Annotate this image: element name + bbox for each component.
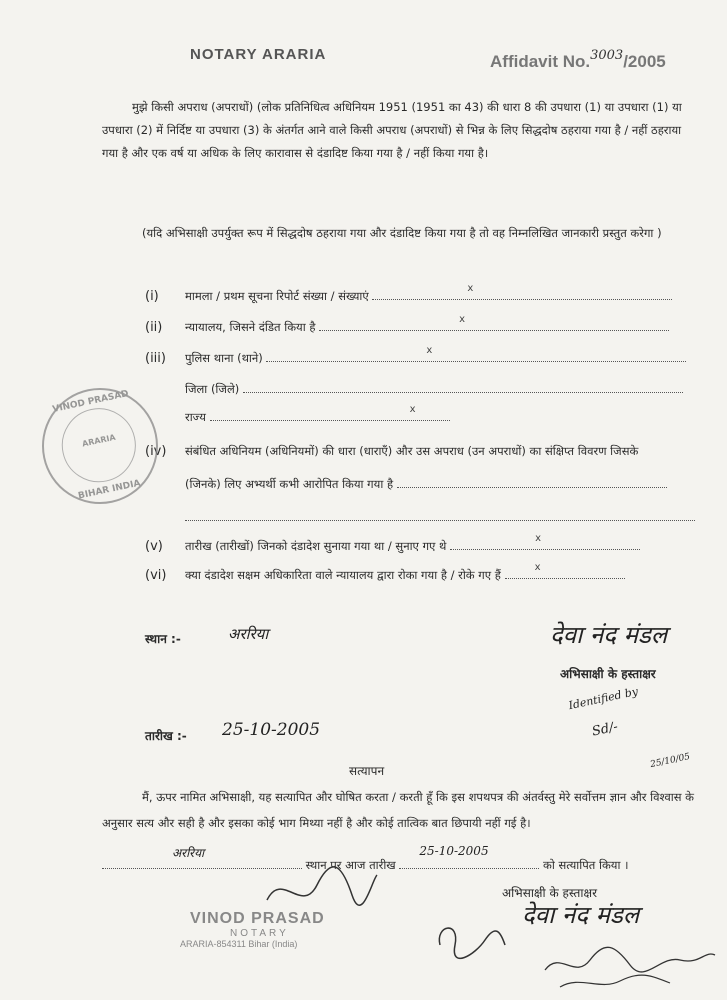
notary-title: NOTARY ARARIA (190, 46, 327, 63)
condition-paragraph: (यदि अभिसाक्षी उपर्युक्त रूप में सिद्धदोष ठहराया गया और दंडादिष्ट किया गया है तो वह निम्नलिखित जानकारी प्रस्तुत करेगा ) (142, 226, 662, 240)
affidavit-year: /2005 (623, 52, 666, 71)
deponent-signature: देवा नंद मंडल (550, 621, 668, 649)
verification-title: सत्यापन (349, 764, 385, 778)
notary-signature (262, 860, 382, 920)
affidavit-label: Affidavit No. (490, 52, 591, 71)
district-line (243, 380, 683, 393)
bottom-signature-label: अभिसाक्षी के हस्ताक्षर (502, 886, 597, 900)
affidavit-number (490, 48, 666, 72)
item-vi: (vi) क्या दंडादेश सक्षम अधिकारिता वाले न्यायालय द्वारा रोका गया है / रोके गए हैं x (145, 566, 625, 583)
item-i-line: x (372, 287, 672, 300)
identifier-signature (540, 925, 720, 995)
verification-text: मैं, ऊपर नामित अभिसाक्षी, यह सत्यापित और घोषित करता / करती हूँ कि इस शपथपत्र की अंतर्वस्तु मेरे सर्वोत्तम ज्ञान और विश्वास के अनुसार सत्य और सही है और इसका कोई भाग मिथ्या नहीं है और कोई तात्विक बात छिपायी नहीं गई है। (102, 790, 694, 830)
side-note-1: Identified by (567, 684, 640, 713)
round-stamp: VINOD PRASAD ARARIA BIHAR INDIA (31, 377, 169, 515)
item-i: (i) मामला / प्रथम सूचना रिपोर्ट संख्या / संख्याएं x (145, 287, 672, 304)
intro-paragraph: मुझे किसी अपराध (अपराधों) (लोक प्रतिनिधित्व अधिनियम 1951 (1951 का 43) की धारा 8 की उपधारा (1) या उपधारा (1) या उपधारा (2) में निर्दिष्ट या उपधारा (3) के अंतर्गत आने वाले किसी अपराध (अपराधों) से भिन्न के लिए सिद्धदोष ठहराया गया है / नहीं ठहराया गया है और एक वर्ष या अधिक के लिए कारावास से दंडादिष्ट किया गया है / नहीं किया गया है। (102, 100, 682, 160)
verification-place-line: अररिया (102, 856, 302, 869)
item-district: जिला (जिले) (185, 380, 683, 397)
item-iv: (iv) संबंधित अधिनियम (अधिनियमों) की धारा (धाराएँ) और उस अपराध (उन अपराधों) का संक्षिप्त विवरण जिसके (145, 444, 639, 459)
item-vi-line: x (505, 566, 625, 579)
notary-seal: VINOD PRASAD NOTARY ARARIA-854311 Bihar (India) (180, 910, 325, 949)
item-v: (v) तारीख (तारीखों) जिनको दंडादेश सुनाया गया था / सुनाए गए थे x (145, 537, 640, 554)
place-value: अररिया (228, 625, 269, 643)
verification-date-line: 25-10-2005 (399, 856, 539, 869)
item-ii-line: x (319, 318, 669, 331)
item-iv-extra-line (185, 506, 695, 525)
notary-initials (430, 915, 510, 965)
date-value: 25-10-2005 (222, 720, 321, 740)
deponent-signature-label: अभिसाक्षी के हस्ताक्षर (560, 667, 656, 681)
date-label: तारीख :- (145, 729, 187, 743)
item-iv-line (397, 475, 667, 488)
state-line: x (210, 408, 450, 421)
item-ii: (ii) न्यायालय, जिसने दंडित किया है x (145, 318, 669, 335)
bottom-signature: देवा नंद मंडल (522, 901, 640, 929)
item-iii: (iii) पुलिस थाना (थाने) x (145, 349, 686, 366)
item-v-line: x (450, 537, 640, 550)
place-label: स्थान :- (145, 632, 181, 646)
verification-line: अररिया स्थान पर आज तारीख 25-10-2005 को सत्यापित किया । (102, 856, 628, 873)
item-iv-cont: (जिनके) लिए अभ्यर्थी कभी आरोपित किया गया है (185, 475, 667, 492)
item-iii-line: x (266, 349, 686, 362)
side-note-3: 25/10/05 (649, 751, 692, 771)
affidavit-number-hand: 3003 (590, 48, 624, 63)
item-state: राज्य x (185, 408, 450, 425)
side-note-2: Sd/- (590, 719, 620, 740)
